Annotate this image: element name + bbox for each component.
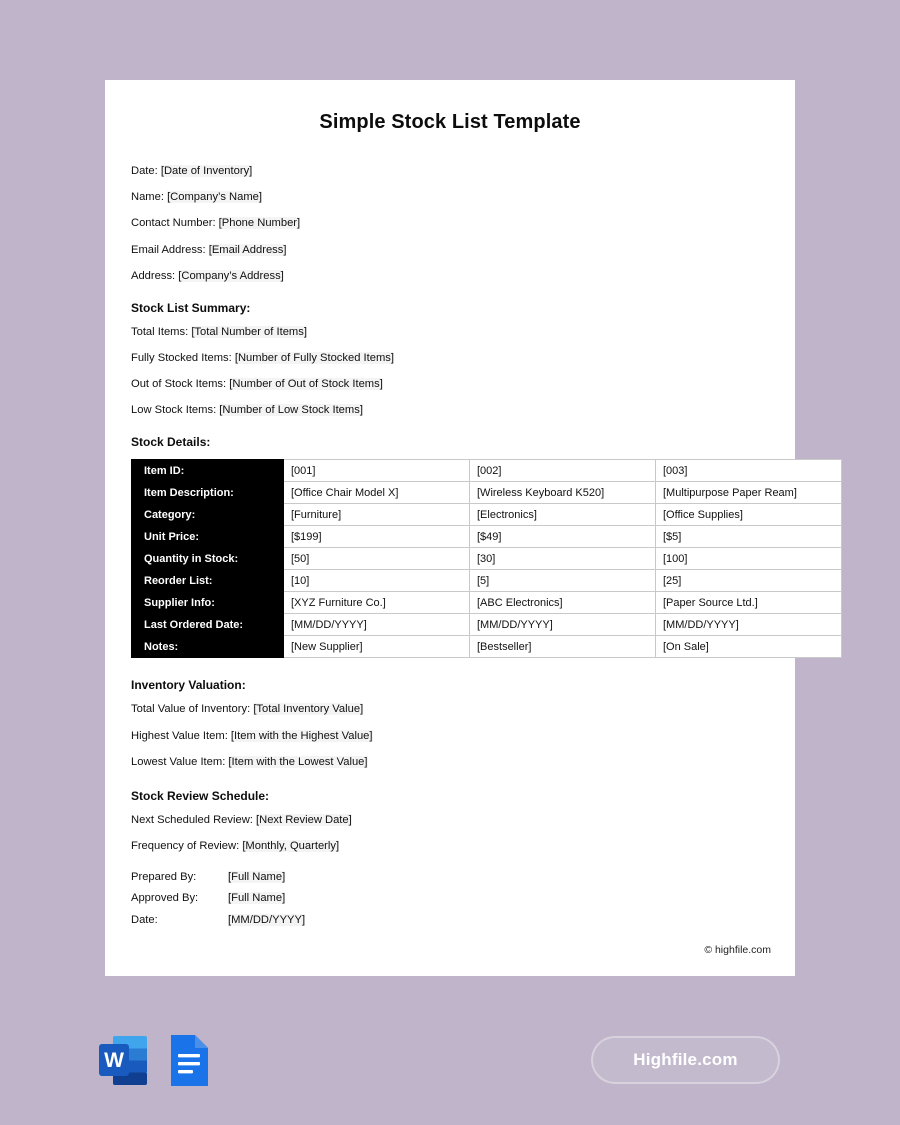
review-value: [Next Review Date] xyxy=(256,813,352,826)
table-cell: [Multipurpose Paper Ream] xyxy=(656,482,842,504)
signature-value: [Full Name] xyxy=(228,870,286,883)
table-row xyxy=(132,614,842,636)
document-body xyxy=(131,164,797,935)
meta-label: Email Address: xyxy=(131,243,206,256)
table-cell: [MM/DD/YYYY] xyxy=(470,614,656,636)
document-footer-copyright: © highfile.com xyxy=(704,944,771,956)
signature-row-date xyxy=(131,914,779,927)
valuation-line-highest-value-item xyxy=(131,729,779,743)
download-format-icons xyxy=(97,1033,218,1088)
table-row-header: Unit Price: xyxy=(132,526,284,548)
meta-value: [Date of Inventory] xyxy=(160,165,253,177)
summary-line-total-items xyxy=(131,325,779,339)
table-row-header: Category: xyxy=(132,504,284,526)
stock-list-summary-section xyxy=(131,301,779,418)
table-row xyxy=(132,570,842,592)
valuation-value: [Item with the Highest Value] xyxy=(230,729,373,742)
meta-label: Date: xyxy=(131,165,158,177)
meta-label: Address: xyxy=(131,269,176,282)
review-label: Next Scheduled Review: xyxy=(131,813,253,826)
signature-label: Date: xyxy=(131,913,158,926)
table-cell: [Wireless Keyboard K520] xyxy=(470,482,656,504)
valuation-line-lowest-value-item xyxy=(131,755,779,769)
summary-value: [Number of Out of Stock Items] xyxy=(229,378,383,391)
summary-line-fully-stocked-items xyxy=(131,351,779,365)
section-heading-inventory-valuation: Inventory Valuation: xyxy=(131,678,246,693)
table-cell: [MM/DD/YYYY] xyxy=(284,614,470,636)
table-row xyxy=(132,548,842,570)
table-cell: [10] xyxy=(284,570,470,592)
table-row-header: Supplier Info: xyxy=(132,592,284,614)
valuation-value: [Total Inventory Value] xyxy=(253,703,364,716)
summary-label: Fully Stocked Items: xyxy=(131,351,232,364)
table-cell: [$5] xyxy=(656,526,842,548)
page-title: Simple Stock List Template xyxy=(319,111,581,133)
stock-review-schedule-section xyxy=(131,789,779,853)
table-cell: [Bestseller] xyxy=(470,636,656,658)
table-cell: [ABC Electronics] xyxy=(470,592,656,614)
meta-line-contact-number xyxy=(131,216,779,230)
meta-value: [Company’s Name] xyxy=(167,191,262,204)
signature-row-approved-by xyxy=(131,892,779,905)
valuation-label: Highest Value Item: xyxy=(131,729,228,742)
meta-line-address xyxy=(131,269,779,283)
document-page xyxy=(105,80,795,976)
valuation-label: Total Value of Inventory: xyxy=(131,703,251,716)
table-row xyxy=(132,482,842,504)
summary-label: Low Stock Items: xyxy=(131,404,217,417)
summary-value: [Total Number of Items] xyxy=(191,325,307,338)
meta-line-name xyxy=(131,190,779,204)
meta-line-email-address xyxy=(131,243,779,257)
meta-value: [Phone Number] xyxy=(218,217,301,230)
table-cell: [003] xyxy=(656,460,842,482)
inventory-valuation-section xyxy=(131,678,779,768)
table-row xyxy=(132,636,842,658)
summary-label: Out of Stock Items: xyxy=(131,378,227,391)
table-cell: [New Supplier] xyxy=(284,636,470,658)
table-cell: [50] xyxy=(284,548,470,570)
signature-value: [Full Name] xyxy=(228,892,286,905)
table-cell: [Electronics] xyxy=(470,504,656,526)
signature-label: Prepared By: xyxy=(131,870,197,883)
highfile-brand-label: Highfile.com xyxy=(633,1050,738,1069)
table-cell: [$199] xyxy=(284,526,470,548)
table-row-header: Item Description: xyxy=(132,482,284,504)
table-row xyxy=(132,592,842,614)
review-line-next-scheduled-review xyxy=(131,813,779,827)
table-cell: [Office Chair Model X] xyxy=(284,482,470,504)
highfile-brand-badge[interactable] xyxy=(591,1036,780,1084)
summary-value: [Number of Fully Stocked Items] xyxy=(234,351,395,364)
table-cell: [On Sale] xyxy=(656,636,842,658)
table-row xyxy=(132,526,842,548)
table-cell: [25] xyxy=(656,570,842,592)
table-cell: [$49] xyxy=(470,526,656,548)
valuation-label: Lowest Value Item: xyxy=(131,755,226,768)
summary-value: [Number of Low Stock Items] xyxy=(219,404,363,417)
meta-value: [Company’s Address] xyxy=(178,269,284,282)
contact-meta-block xyxy=(131,164,779,283)
section-heading-stock-details: Stock Details: xyxy=(131,435,211,450)
table-cell: [MM/DD/YYYY] xyxy=(656,614,842,636)
word-icon-letter: W xyxy=(104,1049,124,1072)
table-cell: [30] xyxy=(470,548,656,570)
table-row-header: Quantity in Stock: xyxy=(132,548,284,570)
table-cell: [5] xyxy=(470,570,656,592)
table-cell: [XYZ Furniture Co.] xyxy=(284,592,470,614)
valuation-value: [Item with the Lowest Value] xyxy=(228,755,368,768)
summary-line-low-stock-items xyxy=(131,403,779,417)
table-row-header: Item ID: xyxy=(132,460,284,482)
review-label: Frequency of Review: xyxy=(131,839,240,852)
table-row-header: Notes: xyxy=(132,636,284,658)
meta-line-date xyxy=(131,164,779,178)
table-row xyxy=(132,504,842,526)
review-value: [Monthly, Quarterly] xyxy=(242,839,340,852)
signature-block xyxy=(131,871,779,927)
microsoft-word-icon[interactable] xyxy=(97,1033,150,1088)
summary-label: Total Items: xyxy=(131,325,189,338)
meta-value: [Email Address] xyxy=(208,243,287,256)
table-cell: [Paper Source Ltd.] xyxy=(656,592,842,614)
signature-value: [MM/DD/YYYY] xyxy=(228,913,306,926)
meta-label: Contact Number: xyxy=(131,217,216,230)
valuation-line-total-value xyxy=(131,702,779,716)
table-row xyxy=(132,460,842,482)
table-row-header: Last Ordered Date: xyxy=(132,614,284,636)
table-cell: [Office Supplies] xyxy=(656,504,842,526)
table-cell: [Furniture] xyxy=(284,504,470,526)
table-row-header: Reorder List: xyxy=(132,570,284,592)
section-heading-stock-list-summary: Stock List Summary: xyxy=(131,300,251,315)
table-cell: [002] xyxy=(470,460,656,482)
signature-label: Approved By: xyxy=(131,892,199,905)
meta-label: Name: xyxy=(131,191,164,204)
stock-details-section xyxy=(131,435,797,658)
google-docs-icon[interactable] xyxy=(165,1033,218,1088)
table-cell: [001] xyxy=(284,460,470,482)
review-line-frequency-of-review xyxy=(131,839,779,853)
signature-row-prepared-by xyxy=(131,871,779,884)
table-cell: [100] xyxy=(656,548,842,570)
summary-line-out-of-stock-items xyxy=(131,377,779,391)
stock-details-table xyxy=(131,459,842,658)
section-heading-stock-review-schedule: Stock Review Schedule: xyxy=(131,788,270,803)
